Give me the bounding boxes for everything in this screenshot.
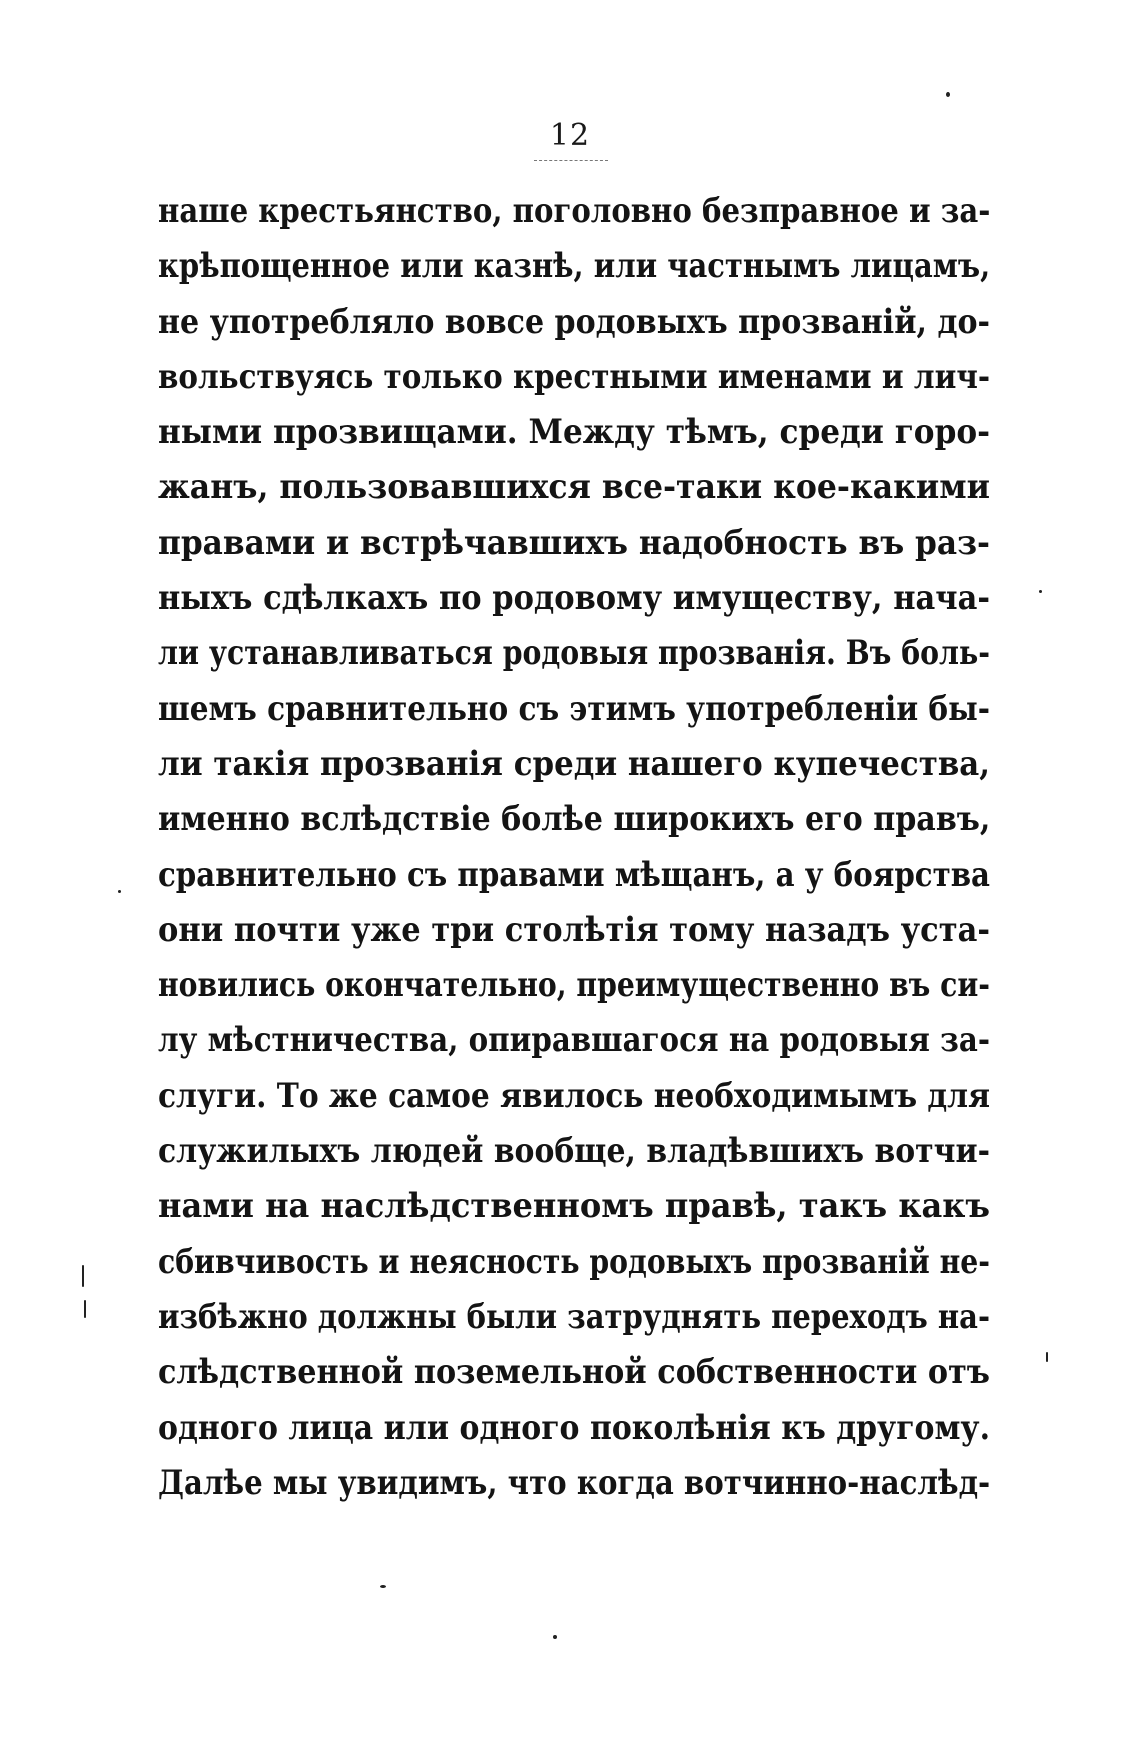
text-line: они почти уже три столѣтія тому назадъ уста- [158,909,990,950]
text-line: ли такія прозванія среди нашего купечества, [158,743,990,784]
text-line: ли устанавливаться родовыя прозванія. Въ боль- [158,633,990,674]
text-line: Далѣе мы увидимъ, что когда вотчинно-наслѣд- [158,1462,990,1503]
text-line: шемъ сравнительно съ этимъ употребленіи бы- [158,688,990,729]
text-line: не употребляло вовсе родовыхъ прозваній, до- [158,301,990,342]
text-line: ными прозвищами. Между тѣмъ, среди горо- [158,412,990,453]
text-line: одного лица или одного поколѣнія къ другому. [158,1407,990,1448]
text-line: сравнительно съ правами мѣщанъ, а у боярства [158,854,990,895]
scan-speck [82,1265,84,1287]
text-line: именно вслѣдствіе болѣе широкихъ его правъ, [158,799,990,840]
body-text [158,184,990,1511]
scan-speck [1039,590,1042,593]
text-line: избѣжно должны были затруднять переходъ на- [158,1296,990,1337]
text-line: наше крестьянство, поголовно безправное и за- [158,191,990,231]
text-line: нами на наслѣдственномъ правѣ, такъ какъ [158,1186,990,1227]
scan-speck [553,1635,557,1639]
text-line: вольствуясь только крестными именами и лич- [158,356,990,397]
text-line: новились окончательно, преимущественно въ си- [158,965,990,1006]
text-line: крѣпощенное или казнѣ, или частнымъ лицамъ, [158,246,990,287]
page-number: 12 [549,118,591,153]
text-line: служилыхъ людей вообще, владѣвшихъ вотчи- [158,1131,990,1172]
text-line: сбивчивость и неясность родовыхъ прозваній не- [158,1241,990,1282]
text-line: лу мѣстничества, опиравшагося на родовыя за- [158,1020,990,1061]
scan-speck [946,92,950,97]
page-number-rule [534,160,608,161]
text-line: ныхъ сдѣлкахъ по родовому имуществу, нача- [158,578,990,619]
text-line: правами и встрѣчавшихъ надобность въ раз- [158,522,990,563]
scan-speck [84,1300,86,1318]
scan-speck [118,890,121,893]
text-line: слуги. То же самое явилось необходимымъ для [158,1075,990,1116]
scan-speck [380,1585,386,1588]
text-line: жанъ, пользовавшихся все-таки кое-какими [158,467,990,508]
text-line: слѣдственной поземельной собственности отъ [158,1352,990,1393]
scan-speck [1046,1352,1048,1362]
